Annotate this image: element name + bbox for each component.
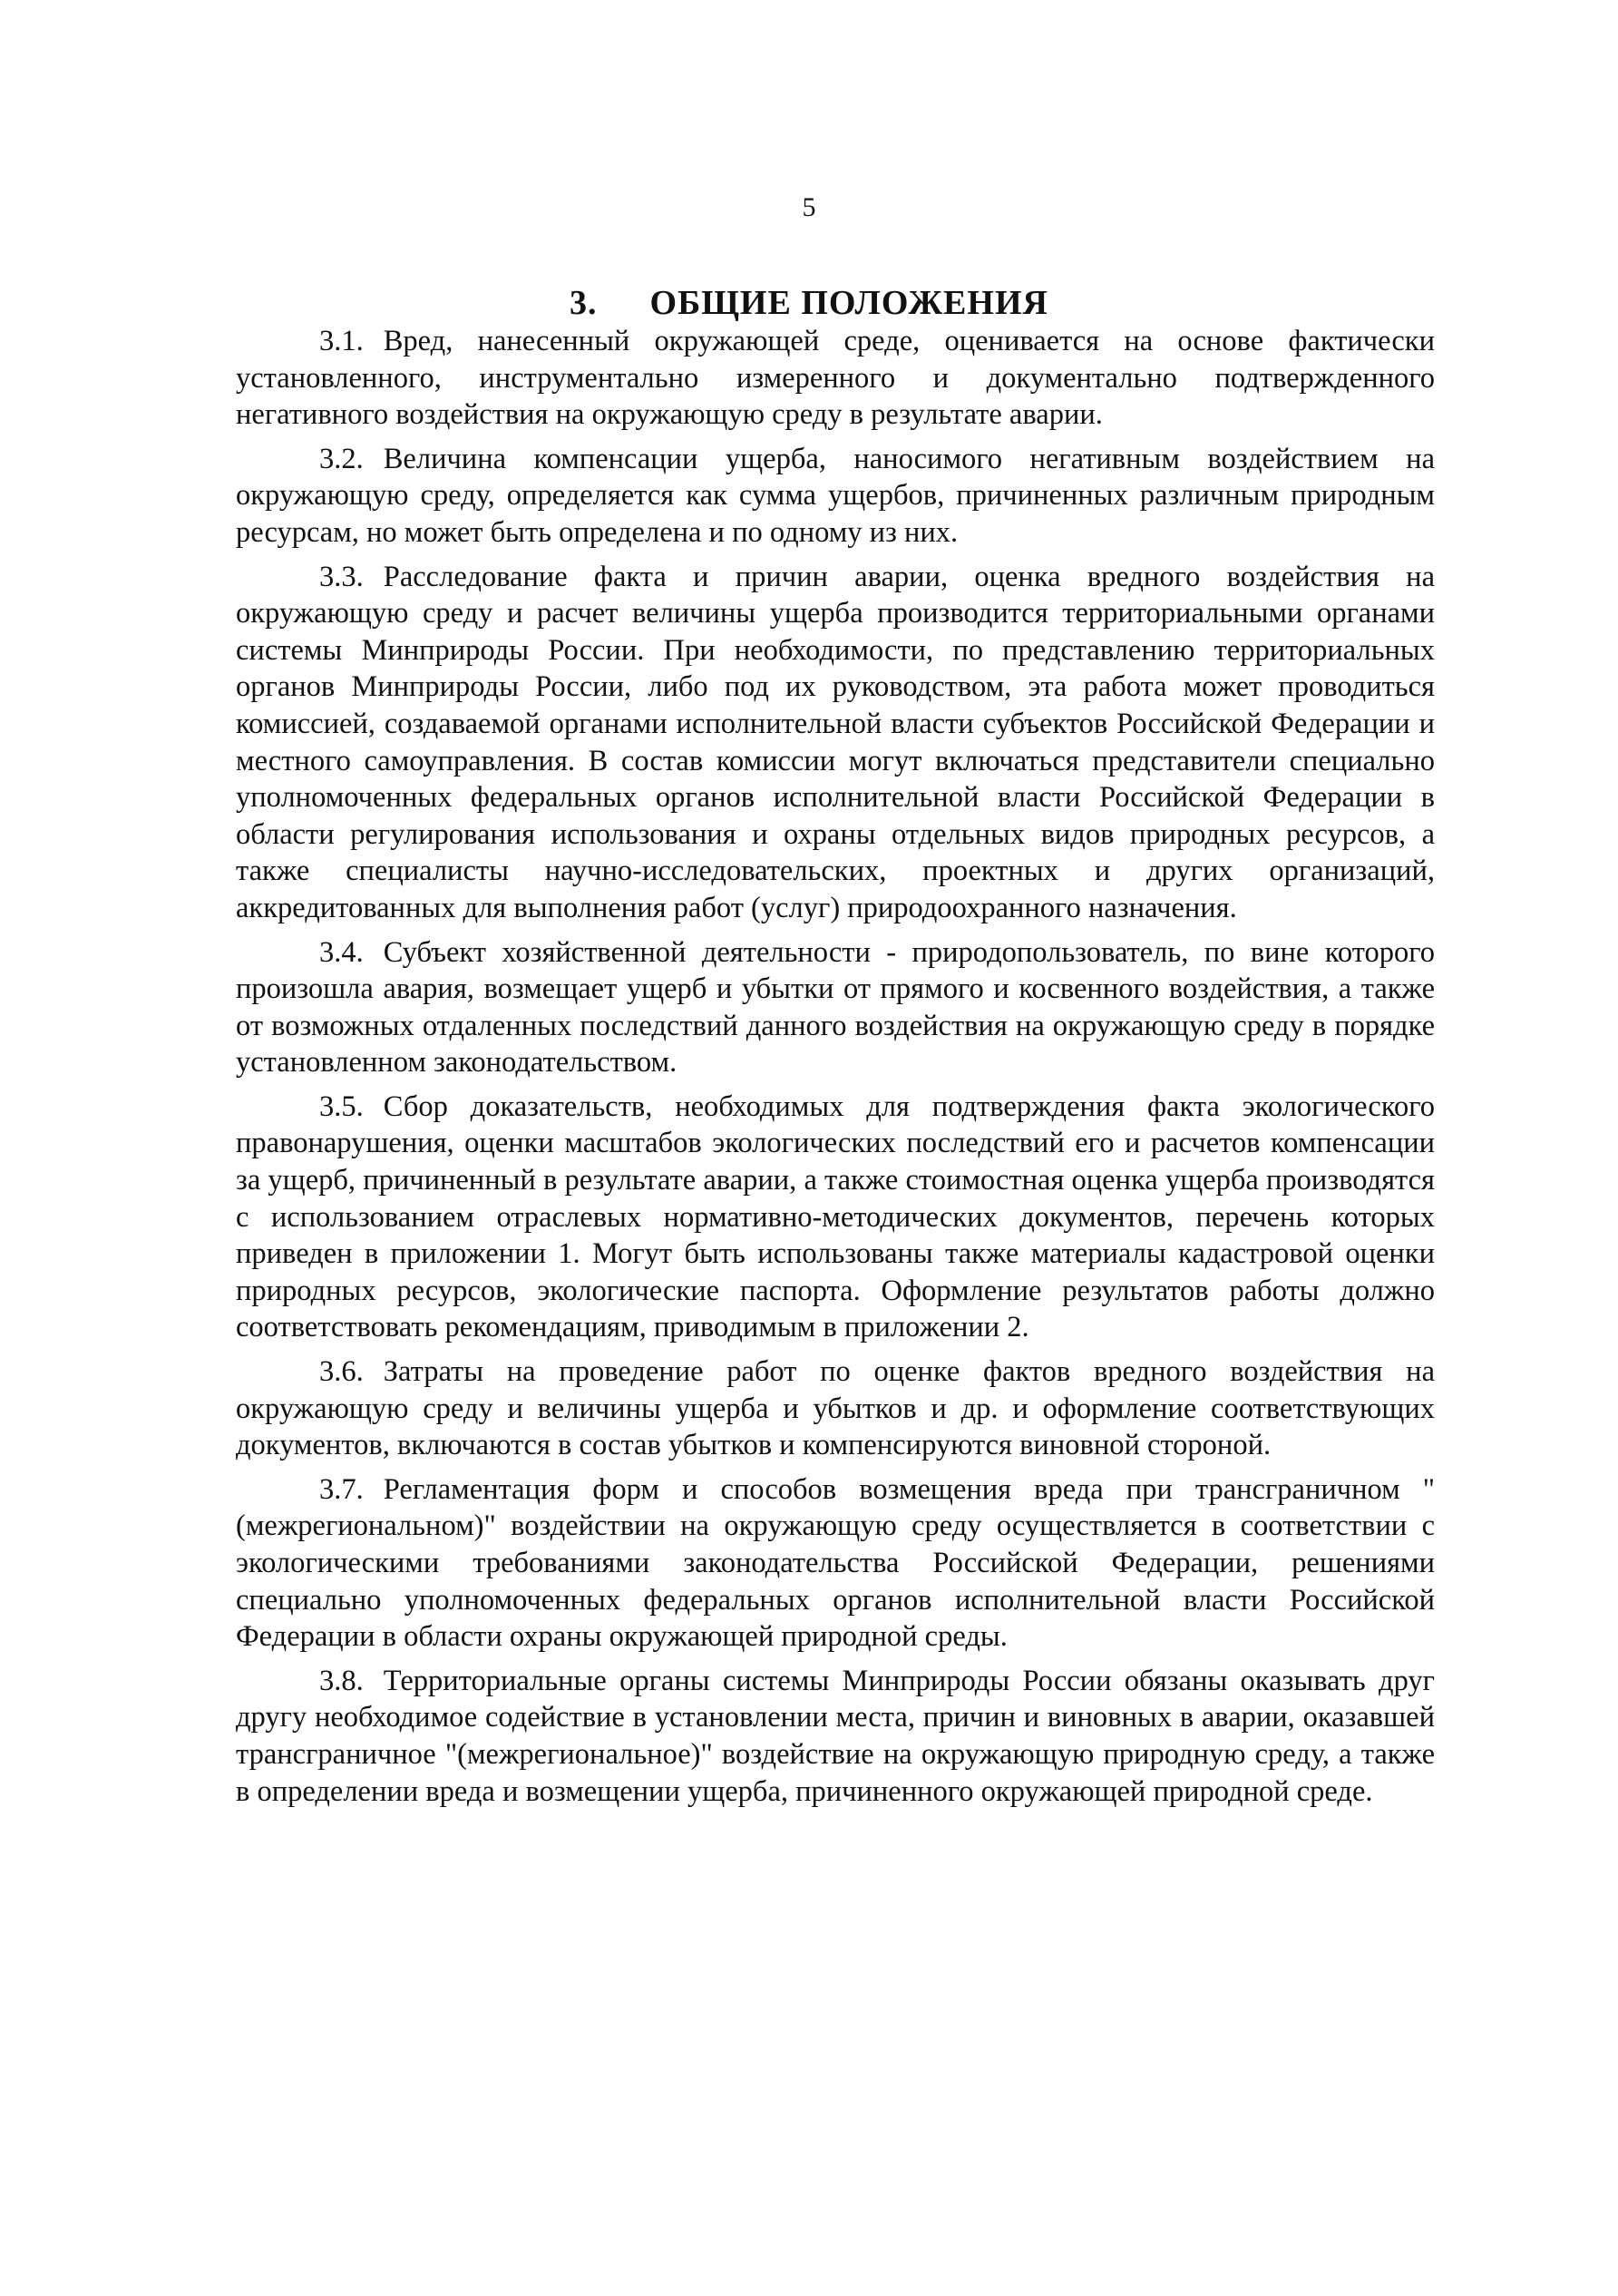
- paragraph-number: 3.1.: [319, 325, 364, 357]
- paragraph-3-3: [236, 559, 1435, 927]
- paragraph-text: Вред, нанесенный окружающей среде, оценивается на основе фактически установленного, инструментально измеренного и документально подтвержденного негативного воздействия на окружающую среду в результате аварии.: [236, 325, 1435, 432]
- paragraph-number: 3.6.: [319, 1355, 364, 1389]
- paragraph-text: Величина компенсации ущерба, наносимого негативным воздействием на окружающую среду, определяется как сумма ущербов, причиненных различным природным ресурсам, но может быть определена и по одному из них.: [236, 442, 1435, 549]
- body-text: [236, 323, 1435, 1817]
- paragraph-3-7: [236, 1471, 1435, 1656]
- paragraph-number: 3.8.: [319, 1664, 364, 1697]
- paragraph-3-5: [236, 1089, 1435, 1346]
- paragraph-3-2: [236, 441, 1435, 552]
- section-title: ОБЩИЕ ПОЛОЖЕНИЯ: [649, 284, 1048, 322]
- paragraph-3-6: [236, 1353, 1435, 1464]
- page-number: 5: [802, 192, 816, 222]
- paragraph-text: Затраты на проведение работ по оценке фактов вредного воздействия на окружающую среду и величины ущерба и убытков и др. и оформление соответствующих документов, включаются в состав убытков и компенсируются виновной стороной.: [236, 1355, 1435, 1462]
- paragraph-number: 3.5.: [319, 1089, 364, 1123]
- paragraph-text: Сбор доказательств, необходимых для подтверждения факта экологического правонарушения, оценки масштабов экологических последствий его и расчетов компенсации за ущерб, причиненный в результате аварии, а также стоимостная оценка ущерба производятся с использованием отраслевых нормативно-методических документов, перечень которых приведен в приложении 1. Могут быть использованы также материалы кадастровой оценки природных ресурсов, экологические паспорта. Оформление результатов работы должно соответствовать рекомендациям, приводимым в приложении 2.: [236, 1089, 1435, 1344]
- paragraph-number: 3.4.: [319, 935, 364, 969]
- section-number: 3.: [570, 284, 598, 322]
- paragraph-text: Субъект хозяйственной деятельности - природопользователь, по вине которого произошла авария, возмещает ущерб и убытки от прямого и косвенного воздействия, а также от возможных отдаленных последствий данного воздействия на окружающую среду в порядке установленном законодательством.: [236, 935, 1435, 1080]
- paragraph-3-1: [236, 323, 1435, 434]
- paragraph-number: 3.7.: [319, 1472, 364, 1506]
- paragraph-number: 3.3.: [319, 560, 364, 593]
- section-heading: [0, 283, 1618, 323]
- paragraph-3-4: [236, 934, 1435, 1081]
- paragraph-text: Территориальные органы системы Минприроды России обязаны оказывать друг другу необходимое содействие в установлении места, причин и виновных в аварии, оказавшей трансграничное "(межрегиональное)" воздействие на окружающую природную среду, а также в определении вреда и возмещении ущерба, причиненного окружающей природной среде.: [236, 1664, 1435, 1808]
- paragraph-text: Регламентация форм и способов возмещения вреда при трансграничном "(межрегиональном)" воздействии на окружающую среду осуществляется в соответствии с экологическими требованиями законодательства Российской Федерации, решениями специально уполномоченных федеральных органов исполнительной власти Российской Федерации в области охраны окружающей природной среды.: [236, 1472, 1435, 1654]
- paragraph-3-8: [236, 1663, 1435, 1810]
- paragraph-text: Расследование факта и причин аварии, оценка вредного воздействия на окружающую среду и расчет величины ущерба производится территориальными органами системы Минприроды России. При необходимости, по представлению территориальных органов Минприроды России, либо под их руководством, эта работа может проводиться комиссией, создаваемой органами исполнительной власти субъектов Российской Федерации и местного самоуправления. В состав комиссии могут включаться представители специально уполномоченных федеральных органов исполнительной власти Российской Федерации в области регулирования использования и охраны отдельных видов природных ресурсов, а также специалисты научно-исследовательских, проектных и других организаций, аккредитованных для выполнения работ (услуг) природоохранного назначения.: [236, 560, 1435, 924]
- paragraph-number: 3.2.: [319, 442, 364, 475]
